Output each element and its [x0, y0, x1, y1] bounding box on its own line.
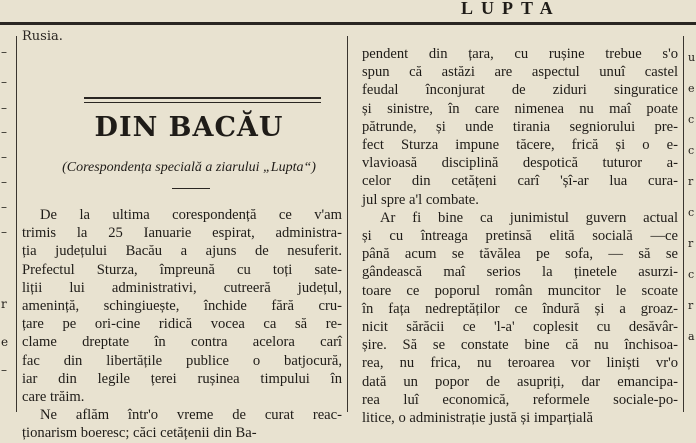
masthead-rule	[0, 22, 696, 25]
previous-article-fragment: Rusia.	[22, 29, 63, 44]
text-line: amenință, schingiuește, închide fără cru-	[22, 298, 342, 315]
text-line: care trăim.	[22, 389, 85, 406]
text-line: fac din libertățile publice o batjocură,	[22, 352, 342, 369]
text-line: iar din legile țerei rușinea timpului în	[22, 370, 342, 387]
edge-fragment: c	[688, 144, 695, 157]
text-line: liții lui administrativi, cutreeră județul,	[22, 279, 342, 296]
text-line: gândească maî serios la ținetele asurzi-	[362, 264, 678, 281]
article-body-column-2	[362, 45, 678, 427]
edge-fragment: –	[1, 45, 7, 59]
text-line: fect Sturza impune tăcere, frică și o e-	[362, 137, 678, 154]
text-line: în fața nedreptăților ce îndură și a groaz-	[362, 300, 678, 317]
text-line: pătrunde, și unde tirania segniorului pre-	[362, 118, 678, 135]
ornamental-rule	[84, 97, 321, 103]
text-line: Ar fi bine ca junimistul guvern actual	[380, 209, 678, 226]
text-line: clame dreptate în contra acelora carî	[22, 334, 342, 351]
edge-fragment: –	[1, 363, 7, 377]
masthead: LUPTA	[461, 0, 561, 18]
text-line: spun că astăzi are aspectul unuî castel	[362, 64, 678, 81]
article-headline: DIN BACĂU	[94, 112, 284, 143]
edge-fragment: r	[688, 237, 694, 250]
article-subheadline: (Corespondența specială a ziarului „Lupta“)	[62, 160, 316, 175]
text-line: Ne aflăm într'o vreme de curat reac-	[40, 407, 342, 424]
text-line: ționarism boeresc; căci cetățenii din Ba-	[22, 425, 257, 442]
edge-fragment: u	[688, 51, 696, 64]
text-line: ția județului Bacău a ajuns de nesuferit.	[22, 243, 342, 260]
text-line: feudal înconjurat de ziduri singuratice	[362, 82, 678, 99]
edge-fragment: r	[688, 299, 694, 312]
text-line: și cu întreaga pretinsă elită socială —ce	[362, 228, 678, 245]
text-line: nicit sărăcii ce 'l-a' coplesit cu desăvâr-	[362, 319, 678, 336]
column-rule-left	[16, 36, 17, 412]
column-rule-middle	[347, 36, 348, 412]
edge-fragment: –	[1, 125, 7, 139]
text-line: rea luî economică, reformele sociale-po-	[362, 391, 678, 408]
text-line: vlavioasă disciplină despotică tuturor a-	[362, 155, 678, 172]
text-line: până acum se tăvălea pe sofa, — să se	[362, 246, 678, 263]
text-line: dată un popor de asupriți, dar emancipa-	[362, 373, 678, 390]
text-line: șire. Să se constate bine că nu închisoa-	[362, 337, 678, 354]
column-rule-right	[683, 36, 684, 412]
text-line: Prefectul Sturza, împreună cu toți sate-	[22, 261, 342, 278]
edge-fragment: c	[688, 113, 695, 126]
article-body-column-1	[22, 206, 342, 443]
edge-fragment: –	[1, 75, 7, 89]
edge-fragment: c	[688, 268, 695, 281]
text-line: De la ultima corespondență ce v'am	[40, 207, 342, 223]
text-line: rea, nu frica, nu teroarea vor liniști vr'o	[362, 355, 678, 372]
text-line: celor din cetățeni carî 'șî-ar lua cura-	[362, 173, 678, 190]
column-left	[22, 26, 342, 442]
edge-fragment: r	[1, 297, 7, 311]
edge-fragment: e	[1, 335, 9, 349]
text-line: țare pe ori-cine ridică vocea ca să re-	[22, 316, 342, 333]
text-line: trimis la 25 Ianuarie espirat, administra-	[22, 225, 342, 242]
subhead-rule	[172, 188, 210, 189]
text-line: toare ce poporul român muncitor le scoate	[362, 282, 678, 299]
edge-fragment: –	[1, 200, 7, 214]
edge-fragment: –	[1, 225, 7, 239]
text-line: litice, o administrație justă și imparțială	[362, 410, 594, 427]
text-line: și sinistre, în care nimenea nu maî poate	[362, 100, 678, 117]
edge-fragment: c	[688, 206, 695, 219]
text-line: jul spre a'l combate.	[362, 191, 479, 208]
edge-fragment: –	[1, 175, 7, 189]
edge-fragment: –	[1, 101, 7, 115]
edge-fragment: a	[688, 330, 695, 343]
text-line: pendent din țara, cu rușine trebue s'o	[362, 46, 678, 62]
edge-fragment: –	[1, 150, 7, 164]
edge-fragment: e	[688, 82, 695, 95]
edge-fragment: r	[688, 175, 694, 188]
